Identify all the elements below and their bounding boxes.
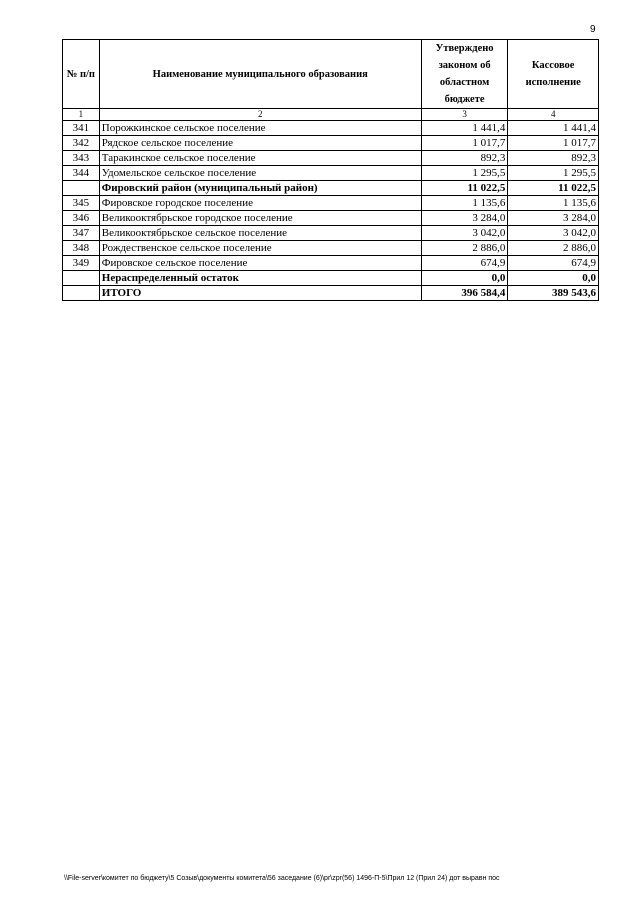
header-number: № п/п [63,40,100,109]
row-municipality-name: Великооктябрьское сельское поселение [99,226,421,241]
table-row [63,271,599,286]
table-row [63,196,599,211]
header-approved: Утверждено законом об областном бюджете [421,40,508,109]
row-execution-value: 1 017,7 [508,136,599,151]
table-row [63,121,599,136]
table-row [63,151,599,166]
row-number: 346 [63,211,100,226]
row-municipality-name: Фировское сельское поселение [99,256,421,271]
table-row [63,286,599,301]
row-execution-value: 2 886,0 [508,241,599,256]
row-approved-value: 3 284,0 [421,211,508,226]
row-execution-value: 1 135,6 [508,196,599,211]
table-row [63,136,599,151]
row-approved-value: 1 295,5 [421,166,508,181]
row-approved-value: 3 042,0 [421,226,508,241]
row-municipality-name: ИТОГО [99,286,421,301]
column-index: 4 [508,109,599,121]
row-execution-value: 3 284,0 [508,211,599,226]
row-municipality-name: Рядское сельское поселение [99,136,421,151]
row-municipality-name: Удомельское сельское поселение [99,166,421,181]
row-municipality-name: Рождественское сельское поселение [99,241,421,256]
row-approved-value: 1 017,7 [421,136,508,151]
row-number: 349 [63,256,100,271]
column-index: 2 [99,109,421,121]
row-municipality-name: Нераспределенный остаток [99,271,421,286]
row-execution-value: 0,0 [508,271,599,286]
column-index: 1 [63,109,100,121]
row-number: 341 [63,121,100,136]
row-municipality-name: Таракинское сельское поселение [99,151,421,166]
table-body [63,121,599,301]
row-number: 344 [63,166,100,181]
budget-table [62,39,599,301]
table-row [63,241,599,256]
row-execution-value: 1 441,4 [508,121,599,136]
row-approved-value: 1 441,4 [421,121,508,136]
row-approved-value: 892,3 [421,151,508,166]
table-row [63,256,599,271]
row-number: 342 [63,136,100,151]
row-execution-value: 3 042,0 [508,226,599,241]
header-execution: Кассовое исполнение [508,40,599,109]
row-approved-value: 396 584,4 [421,286,508,301]
row-municipality-name: Фировский район (муниципальный район) [99,181,421,196]
table-row [63,181,599,196]
row-number [63,181,100,196]
column-index-row [63,109,599,121]
row-approved-value: 674,9 [421,256,508,271]
table-row [63,166,599,181]
row-number: 343 [63,151,100,166]
table-header-row [63,40,599,109]
column-index: 3 [421,109,508,121]
row-execution-value: 674,9 [508,256,599,271]
header-municipality-name: Наименование муниципального образования [99,40,421,109]
row-approved-value: 2 886,0 [421,241,508,256]
row-number: 347 [63,226,100,241]
row-approved-value: 1 135,6 [421,196,508,211]
row-number: 348 [63,241,100,256]
row-number [63,286,100,301]
row-number: 345 [63,196,100,211]
row-execution-value: 389 543,6 [508,286,599,301]
row-approved-value: 11 022,5 [421,181,508,196]
row-execution-value: 11 022,5 [508,181,599,196]
row-municipality-name: Фировское городское поселение [99,196,421,211]
row-execution-value: 892,3 [508,151,599,166]
table-row [63,211,599,226]
page-number: 9 [590,24,596,35]
footer-file-path: \\File-server\комитет по бюджету\5 Созыв\документы комитета\56 заседание (6)\pr\zpr(56) 1496-П-5\Прил 12 (Прил 24) дот выравн пос [64,875,500,882]
row-number [63,271,100,286]
row-execution-value: 1 295,5 [508,166,599,181]
row-municipality-name: Порожкинское сельское поселение [99,121,421,136]
row-municipality-name: Великооктябрьское городское поселение [99,211,421,226]
row-approved-value: 0,0 [421,271,508,286]
table-row [63,226,599,241]
